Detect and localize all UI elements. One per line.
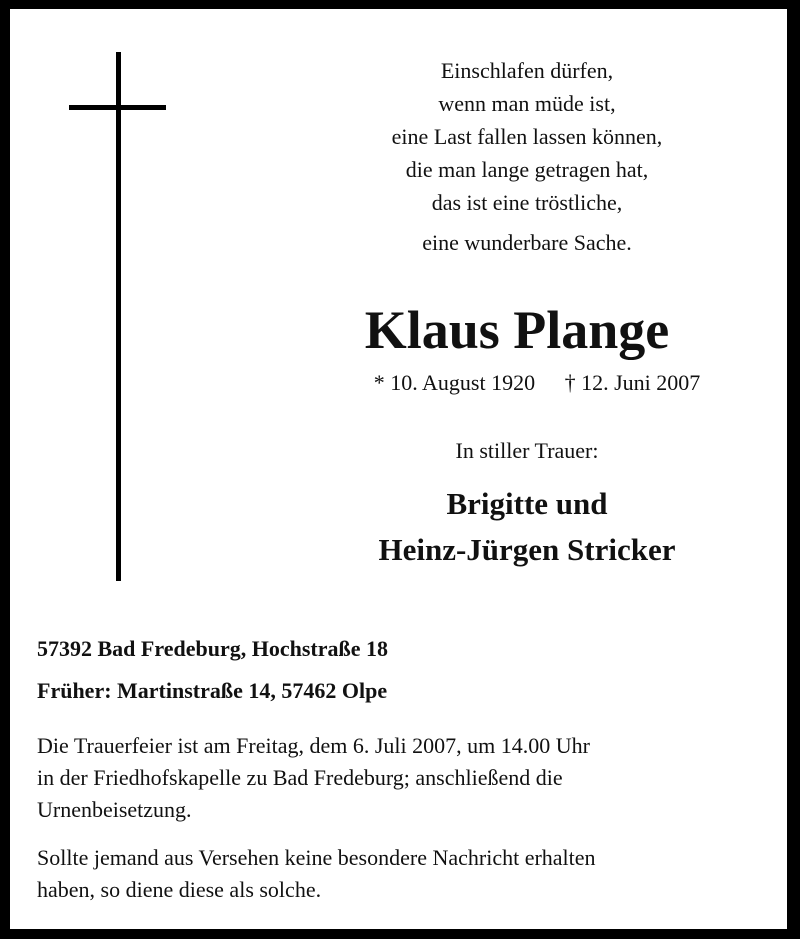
current-address: 57392 Bad Fredeburg, Hochstraße 18	[37, 636, 388, 661]
birth-date: * 10. August 1920	[373, 370, 536, 395]
funeral-notice	[37, 730, 777, 826]
poem-line: Einschlafen dürfen,	[440, 58, 614, 83]
family-line: Brigitte und	[446, 486, 608, 521]
cross-vertical-bar	[116, 52, 121, 581]
poem-line: eine wunderbare Sache.	[422, 230, 632, 255]
poem-line: eine Last fallen lassen können,	[391, 124, 663, 149]
poem-line: das ist eine tröstliche,	[431, 190, 623, 215]
notice-line: Sollte jemand aus Versehen keine besondere Nachricht erhalten	[37, 845, 596, 870]
death-date: † 12. Juni 2007	[564, 370, 701, 395]
family-line: Heinz-Jürgen Stricker	[378, 532, 676, 567]
poem-line: wenn man müde ist,	[438, 91, 616, 116]
address-block	[37, 628, 777, 712]
notice-line: haben, so diene diese als solche.	[37, 877, 322, 902]
closing-notice	[37, 842, 777, 906]
poem	[300, 54, 754, 259]
notice-line: in der Friedhofskapelle zu Bad Fredeburg; anschließend die	[37, 765, 563, 790]
notice-line: Die Trauerfeier ist am Freitag, dem 6. Juli 2007, um 14.00 Uhr	[37, 733, 590, 758]
life-dates	[310, 368, 764, 398]
cross-horizontal-bar	[69, 105, 166, 110]
notice-line: Urnenbeisetzung.	[37, 797, 192, 822]
former-address: Früher: Martinstraße 14, 57462 Olpe	[37, 678, 388, 703]
deceased-name: Klaus Plange	[364, 300, 670, 360]
poem-line: die man lange getragen hat,	[405, 157, 649, 182]
family-names	[300, 481, 754, 573]
mourning-label: In stiller Trauer:	[455, 438, 599, 463]
